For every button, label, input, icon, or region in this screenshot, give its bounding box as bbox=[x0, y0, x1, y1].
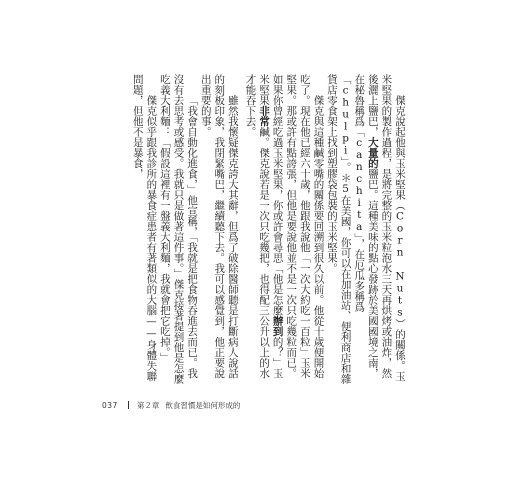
paragraph-text: 雖然我懷疑傑克誇大其辭，但爲了破除醫師聽是打斷病人說話的刻板印象，我閉緊嘴巴，繼續聽下去。我可以感覺到，他正要說出重要的事。 bbox=[199, 74, 239, 379]
chapter-mark: 第２章 bbox=[136, 400, 160, 410]
paragraph-p5 bbox=[130, 74, 157, 386]
body-text bbox=[130, 74, 406, 386]
paragraph-p4 bbox=[157, 74, 198, 386]
chapter-title: 飲食習慣是如何形成的 bbox=[165, 400, 241, 410]
emphasis-text: 辦到 bbox=[271, 315, 284, 337]
paragraph-p2 bbox=[243, 74, 325, 386]
paragraph-p1 bbox=[324, 74, 406, 386]
emphasis-text: 非常 bbox=[258, 105, 271, 127]
paragraph-text: 傑克與這種鹹零嘴的關係要回溯到很久以前。他從十歲便開始吃了。現在他已經六十歲，他跟我說他「一次大約吃一百粒」玉米堅果。那或許有點誇張，但他是要說他並不是一次只吃幾粒而已。如果你曾經吃過玉米堅果，你或許會尋思「他是怎麼 bbox=[271, 74, 325, 379]
footer-divider bbox=[128, 401, 129, 409]
paragraph-p3 bbox=[198, 74, 239, 386]
paragraph-text: 的？」玉米堅果 bbox=[258, 74, 284, 379]
page-number: 037 bbox=[102, 400, 118, 410]
paragraph-text: 「我會自動化進食，」他宣稱，「我就是把食物吞進去而已。我沒有去思考或感受。我就只是做著這件事。」傑克接著提到他是怎麼吃義大利麵：「假設這裡有一盤義大利麵，我就會把它吃掉。」 bbox=[158, 74, 199, 384]
paragraph-text: 鹹。傑克說若是一次只吃幾把，也得配三公升以上的水才能吞下去。 bbox=[244, 74, 271, 379]
page-footer bbox=[102, 398, 402, 412]
paragraph-text: 傑克說起他與玉米堅果（Corn Nuts）的關係。玉米堅果的製作過程，是將完整的玉米粒泡水三天再烘烤或油炸，然後灑上鹽巴， bbox=[366, 74, 406, 382]
paragraph-text: 傑克似乎跟我診所的暴食症患者有著類似的大腦——身體失聯問題，但他不是暴食， bbox=[131, 74, 158, 382]
paragraph-text: 鹽巴。這種美味的點心發跡於美國國境之南，在秘魯稱爲「canchita」，在厄瓜多稱爲「chulpi」。＊5在美國，你可以在加油站、便利商店和雜貨店零食架上找到塑膠袋包裝的玉米堅果。 bbox=[326, 74, 379, 384]
emphasis-text: 大量的 bbox=[366, 137, 379, 169]
